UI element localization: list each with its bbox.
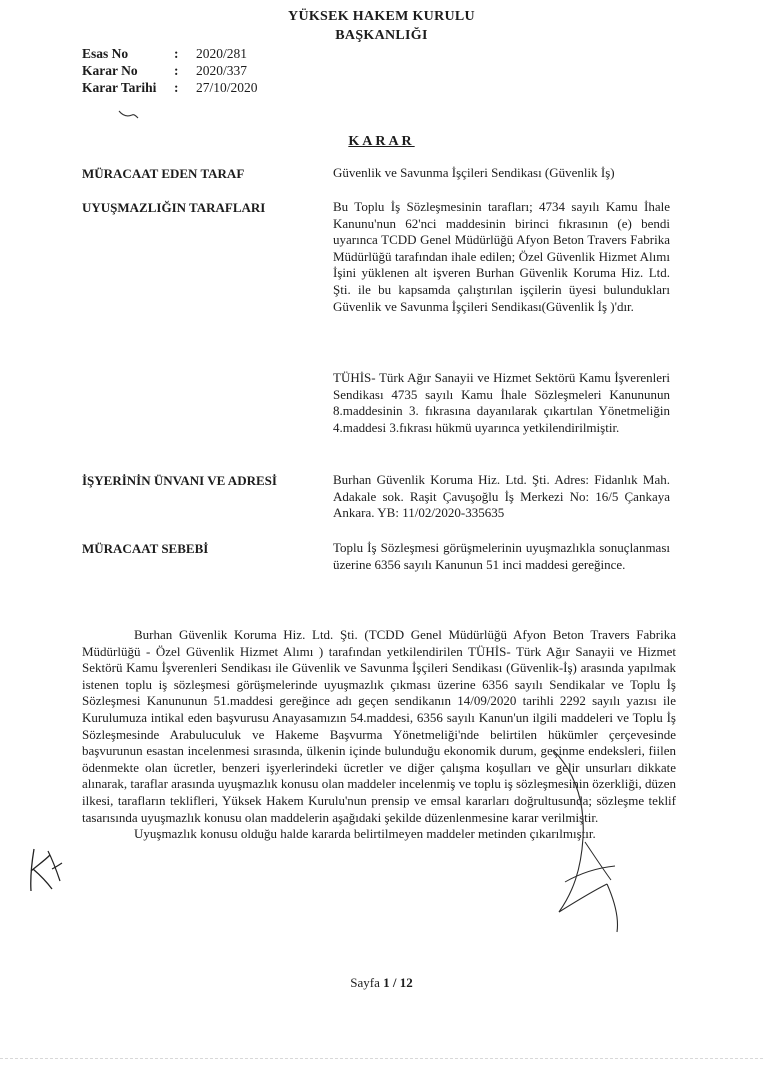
page-total: 12 <box>399 975 413 990</box>
page-label: Sayfa <box>350 975 380 990</box>
scan-edge-line <box>0 1058 763 1059</box>
employer-label: İŞYERİNİN ÜNVANI VE ADRESİ <box>82 473 277 488</box>
meta-row-esas-no <box>82 45 258 62</box>
reason-label: MÜRACAAT SEBEBİ <box>82 541 209 556</box>
meta-row-karar-tarihi <box>82 79 258 96</box>
meta-value: 2020/281 <box>196 46 248 61</box>
page-number <box>0 975 763 991</box>
meta-label: Karar Tarihi <box>82 80 157 95</box>
decision-paragraph-1: Burhan Güvenlik Koruma Hiz. Ltd. Şti. (TCDD Genel Müdürlüğü Afyon Beton Travers Fabrika Müdürlüğü - Özel Güvenlik Hizmet Alımı ) tarafından yetkilendirilen TÜHİS- Türk Ağır Sanayii ve Hizmet Sektörü Kamu İşverenleri Sendikası ile Güvenlik ve Savunma İşçileri Sendikası (Güvenlik-İş) arasında yapılmak istenen toplu iş sözleşmesi görüşmelerinde uyuşmazlık çıkması üzerine 6356 sayılı Sendikalar ve Toplu İş Sözleşmesi Kanununun 51.maddesi gereğince adı geçen sendikanın 14/09/2020 tarihli 2292 sayılı yazısı ile Kurulumuza intikal eden başvurusu Anayasamızın 54.maddesi, 6356 sayılı Kanun'un ilgili maddeleri ve Toplu İş Sözleşmesinde Arabuluculuk ve Hakeme Başvurma Yönetmeliği'nde belirtilen hükümler çerçevesinde başvurunun esastan incelenmesi sırasında, ülkenin içinde bulunduğu ekonomik durum, geçinme endeksleri, fiilen ödenmekte olan ücretler, benzeri işyerlerindeki ücretler ve diğer çalışma koşulları ve gelir unsurları dikkate alınarak, taraflar arasında uyuşmazlık konusu olan maddeler incelenmiş ve toplu iş sözleşmesinin özerkliği, düzen ilkesi, tarafların teklifleri, Yüksek Hakem Kurulu'nun prensip ve emsal kararları doğrultusunda; sözleşme teklif tasarısında uyuşmazlık konusu olan maddelerin aşağıdaki şekilde düzenlenmesine karar verilmiştir. <box>82 627 676 825</box>
parties-text-1: Bu Toplu İş Sözleşmesinin tarafları; 4734 sayılı Kamu İhale Kanunu'nun 62'nci maddesinin birinci fıkrasının (e) bendi uyarınca TCDD Genel Müdürlüğü Afyon Beton Travers Fabrika Müdürlüğü tarafından ihale edilen; Özel Güvenlik Hizmet Alımı İşini yüklenen alt işveren Burhan Güvenlik Koruma Hiz. Ltd. Şti. ile bu kapsamda çalıştırılan işçilerin üyesi bulundukları Güvenlik ve Savunma İşçileri Sendikası(Güvenlik İş )'dır. <box>333 199 670 314</box>
meta-label: Karar No <box>82 63 138 78</box>
meta-row-karar-no <box>82 62 258 79</box>
parties-label: UYUŞMAZLIĞIN TARAFLARI <box>82 200 266 215</box>
page-separator: / <box>392 975 397 990</box>
reason-text: Toplu İş Sözleşmesi görüşmelerinin uyuşmazlıkla sonuçlanması üzerine 6356 sayılı Kanunun 51 inci maddesi gereğince. <box>333 540 670 572</box>
parties-text-2: TÜHİS- Türk Ağır Sanayii ve Hizmet Sektörü Kamu İşverenleri Sendikası 4735 sayılı Kamu İhale Sözleşmeleri Kanununun 8.maddesinin 3. fıkrasına dayanılarak çıkartılan Yönetmeliğin 4.maddesi 3.fıkrası hükmü uyarınca yetkilendirilmiştir. <box>333 370 670 435</box>
decision-paragraph-2: Uyuşmazlık konusu olduğu halde kararda belirtilmeyen maddeler metinden çıkarılmıştır. <box>134 826 596 842</box>
decision-title: KARAR <box>348 134 415 149</box>
case-metadata <box>82 45 258 96</box>
meta-colon: : <box>174 63 179 78</box>
applicant-label: MÜRACAAT EDEN TARAF <box>82 166 245 181</box>
pen-tick-mark <box>118 108 140 120</box>
page-current: 1 <box>383 975 390 990</box>
signature <box>545 742 645 942</box>
institution-name: YÜKSEK HAKEM KURULU <box>288 9 475 24</box>
meta-colon: : <box>174 46 179 61</box>
meta-label: Esas No <box>82 46 129 61</box>
employer-text: Burhan Güvenlik Koruma Hiz. Ltd. Şti. Adres: Fidanlık Mah. Adakale sok. Raşit Çavuşoğlu İş Merkezi No: 16/5 Çankaya Ankara. YB: 11/02/2020-335635 <box>333 472 670 521</box>
handwritten-initials <box>22 845 66 895</box>
applicant-text: Güvenlik ve Savunma İşçileri Sendikası (Güvenlik İş) <box>333 165 615 180</box>
meta-colon: : <box>174 80 179 95</box>
institution-subtitle: BAŞKANLIĞI <box>335 28 428 43</box>
meta-value: 27/10/2020 <box>196 80 258 95</box>
meta-value: 2020/337 <box>196 63 248 78</box>
